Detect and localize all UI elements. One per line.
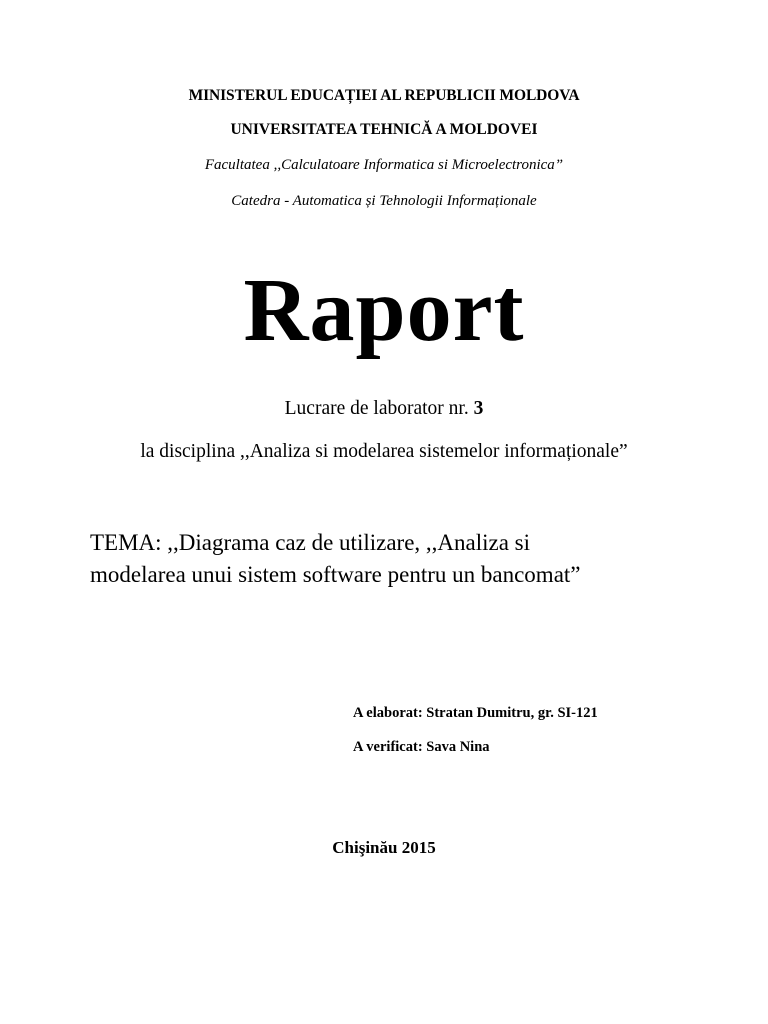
report-title: Raport — [243, 261, 525, 360]
department-line: Catedra - Automatica și Tehnologii Informaționale — [231, 193, 537, 209]
theme-line-1: TEMA: ,,Diagrama caz de utilizare, ,,Analiza si — [90, 530, 531, 555]
ministry-heading: MINISTERUL EDUCAȚIEI AL REPUBLICII MOLDOVA — [188, 87, 580, 104]
lab-work-number: 3 — [473, 398, 484, 419]
university-heading: UNIVERSITATEA TEHNICĂ A MOLDOVEI — [230, 121, 538, 138]
theme-block — [90, 527, 690, 591]
theme-line-2: modelarea unui sistem software pentru un bancomat” — [90, 562, 581, 587]
lab-work-line — [0, 398, 768, 420]
lab-work-prefix: Lucrare de laborator nr. — [284, 398, 474, 419]
place-year: Chişinău 2015 — [332, 838, 436, 857]
verified-by: A verificat: Sava Nina — [353, 739, 490, 755]
elaborated-by: A elaborat: Stratan Dumitru, gr. SI-121 — [353, 705, 598, 721]
faculty-line: Facultatea ,,Calculatoare Informatica si Microelectronica” — [204, 157, 564, 173]
discipline-line: la disciplina ,,Analiza si modelarea sistemelor informaționale” — [140, 441, 628, 462]
